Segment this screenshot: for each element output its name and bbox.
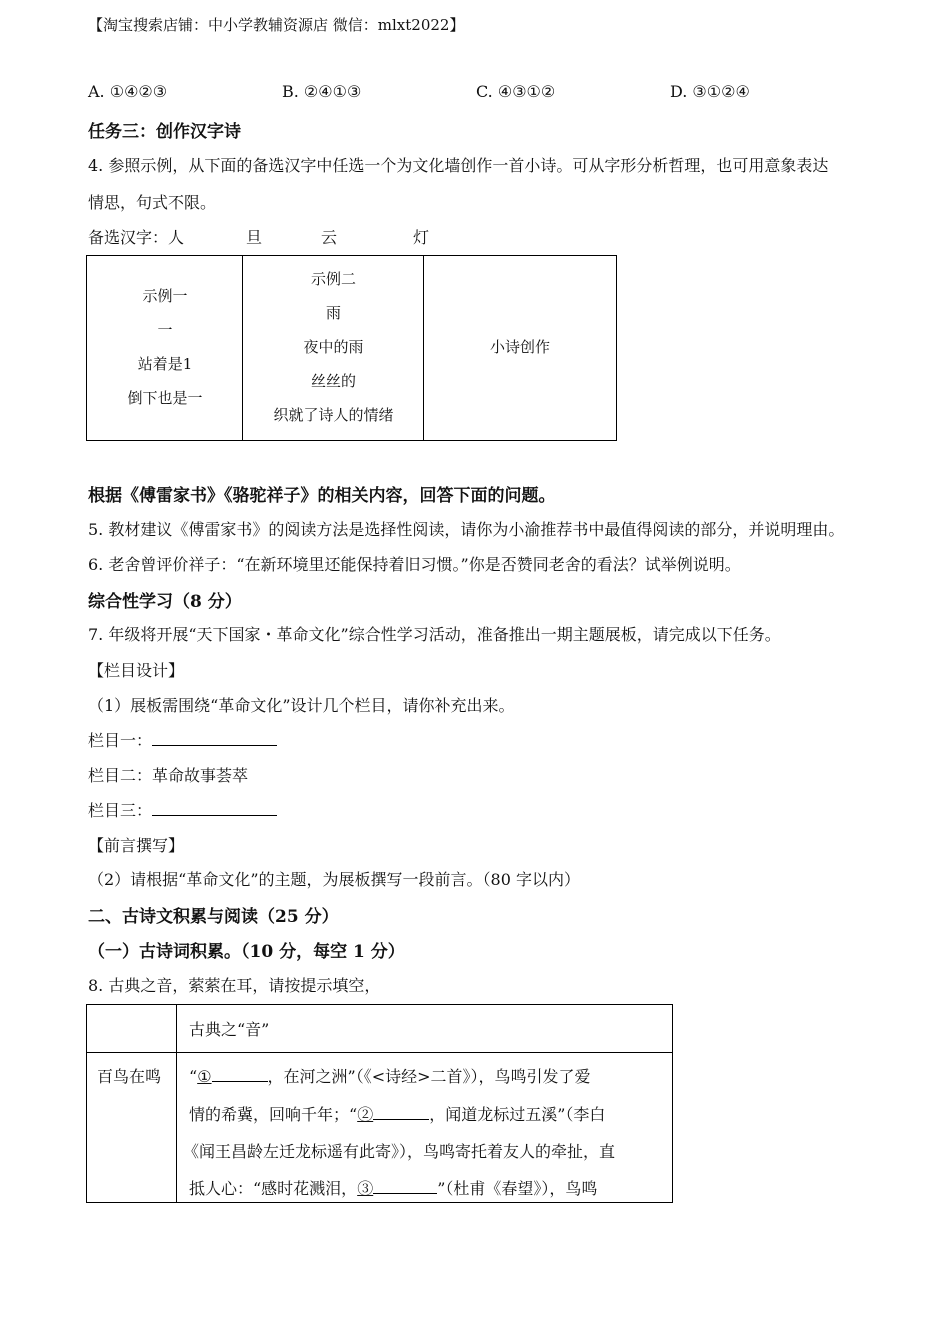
poem-line2-start: 情的希冀，回响千年；“: [189, 1105, 358, 1124]
section-preface: 【前言撰写】: [88, 836, 185, 855]
candidates-label: 备选汉字：人: [88, 228, 185, 247]
section-column-design: 【栏目设计】: [88, 661, 185, 680]
example1-line1: 一: [157, 321, 173, 339]
task3-heading: 任务三：创作汉字诗: [88, 122, 241, 142]
blank-2[interactable]: [373, 1105, 429, 1120]
examples-table: [86, 255, 617, 441]
column3-blank[interactable]: [152, 801, 277, 816]
part2-heading: 二、古诗文积累与阅读（25 分）: [88, 907, 339, 927]
poem-creation-label: 小诗创作: [489, 338, 550, 356]
example2-line2: 夜中的雨: [303, 338, 364, 356]
poem-line2-end: ，闻道龙标过五溪”（李白: [429, 1105, 606, 1124]
candidate-dan: 旦: [246, 228, 263, 247]
poem-line2: [189, 1102, 605, 1125]
blank-marker-3: ③: [357, 1179, 374, 1198]
poetry-table: [86, 1004, 673, 1203]
example2-line4: 织就了诗人的情绪: [273, 406, 394, 424]
comprehensive-heading: 综合性学习（8 分）: [88, 592, 242, 612]
poem-line4: [189, 1176, 597, 1199]
q6: 6. 老舍曾评价祥子：“在新环境里还能保持着旧习惯。”你是否赞同老舍的看法？试举例说明。: [88, 555, 741, 574]
q4-line1: 4. 参照示例，从下面的备选汉字中任选一个为文化墙创作一首小诗。可从字形分析哲理，也可用意象表达: [88, 156, 829, 175]
column3-label: 栏目三：: [88, 801, 153, 820]
table-header: 古典之“音”: [189, 1020, 270, 1039]
part2-subheading: （一）古诗词积累。（10 分，每空 1 分）: [88, 942, 405, 962]
poem-line4-end: ”（杜甫《春望》），鸟鸣: [437, 1179, 598, 1198]
poem-line1: [189, 1064, 591, 1087]
poem-line3: 《闻王昌龄左迁龙标遥有此寄》），鸟鸣寄托着友人的牵扯，直: [183, 1142, 616, 1161]
option-c: C. ④③①②: [476, 82, 556, 101]
column1-row: [88, 728, 277, 751]
q4-line2: 情思，句式不限。: [88, 193, 217, 212]
books-heading: 根据《傅雷家书》《骆驼祥子》的相关内容，回答下面的问题。: [88, 486, 556, 506]
q7: 7. 年级将开展“天下国家・革命文化”综合性学习活动，准备推出一期主题展板，请完成以下任务。: [88, 625, 781, 644]
poem-line1-start: “: [189, 1067, 198, 1086]
example1-line3: 倒下也是一: [127, 389, 203, 407]
example2-line3: 丝丝的: [310, 372, 356, 390]
page-header: 【淘宝搜索店铺：中小学教辅资源店 微信：mlxt2022】: [88, 16, 465, 34]
example2-line1: 雨: [325, 304, 341, 322]
blank-marker-1: ①: [197, 1067, 212, 1086]
option-b: B. ②④①③: [282, 82, 362, 101]
label-column: [87, 1005, 177, 1202]
blank-marker-2: ②: [357, 1105, 374, 1124]
candidate-deng: 灯: [413, 228, 430, 247]
candidate-yun: 云: [321, 228, 338, 247]
example1-line2: 站着是1: [137, 355, 193, 373]
option-a: A. ①④②③: [88, 82, 168, 101]
example1-title: 示例一: [142, 287, 188, 305]
example2-cell: [243, 256, 424, 440]
column3-row: [88, 798, 277, 821]
column1-label: 栏目一：: [88, 731, 153, 750]
column2-label: 栏目二：革命故事荟萃: [88, 766, 249, 785]
column1-blank[interactable]: [152, 731, 277, 746]
poem-line1-end: ，在河之洲”（《<诗经>二首》），鸟鸣引发了爱: [267, 1067, 591, 1086]
sub-question-2: （2）请根据“革命文化”的主题，为展板撰写一段前言。（80 字以内）: [88, 870, 580, 889]
blank-3[interactable]: [373, 1179, 437, 1194]
poem-line4-start: 抵人心：“感时花溅泪，: [189, 1179, 358, 1198]
row-label: 百鸟在鸣: [97, 1067, 162, 1086]
blank-1[interactable]: [212, 1067, 268, 1082]
q8: 8. 古典之音，萦萦在耳，请按提示填空，: [88, 976, 381, 995]
example2-title: 示例二: [310, 270, 356, 288]
option-d: D. ③①②④: [670, 82, 750, 101]
sub-question-1: （1）展板需围绕“革命文化”设计几个栏目，请你补充出来。: [88, 696, 515, 715]
example1-cell: [87, 256, 243, 440]
q5: 5. 教材建议《傅雷家书》的阅读方法是选择性阅读，请你为小渝推荐书中最值得阅读的部分，并说明理由。: [88, 520, 845, 539]
